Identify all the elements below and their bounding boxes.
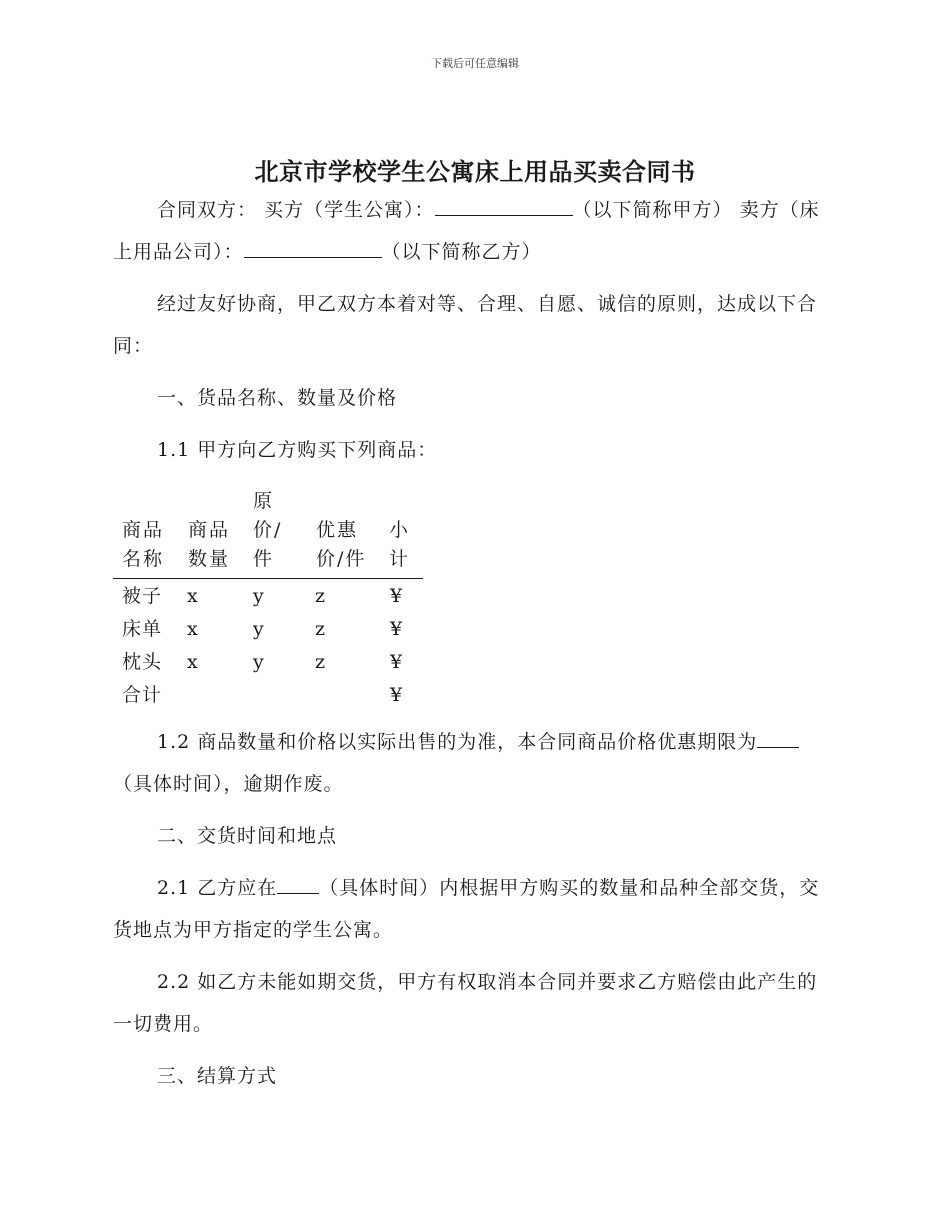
- row-orig: y: [253, 651, 265, 673]
- section-2-heading: 二、交货时间和地点: [157, 825, 338, 847]
- clause-2-1-text: 2.1 乙方应在: [157, 877, 278, 899]
- seller-blank: [244, 237, 382, 258]
- agreement-paragraph: 经过友好协商，甲乙双方本着对等、合理、自愿、诚信的原则，达成以下合同：: [113, 293, 818, 357]
- row-qty: x: [187, 585, 199, 607]
- row-orig: y: [253, 618, 265, 640]
- clause-2-1-suffix: （具体时间）内根据甲方购买的数量和品种全部交货，交货地点为甲方指定的学生公寓。: [113, 877, 820, 941]
- table-row-total: [113, 678, 423, 711]
- row-qty: x: [187, 651, 199, 673]
- header-note: 下载后可任意编辑: [431, 57, 519, 70]
- goods-table: [113, 488, 423, 711]
- clause-1-1: 1.1 甲方向乙方购买下列商品：: [157, 439, 438, 461]
- delivery-time-blank: [277, 873, 319, 894]
- clause-1-2-text: 1.2 商品数量和价格以实际出售的为准，本合同商品价格优惠期限为: [157, 731, 758, 753]
- row-subtotal: ¥: [390, 651, 404, 673]
- buyer-blank: [435, 195, 573, 216]
- header-discount-price: 优惠价/件: [316, 519, 367, 570]
- clause-2-2: 2.2 如乙方未能如期交货，甲方有权取消本合同并要求乙方赔偿由此产生的一切费用。: [113, 971, 818, 1035]
- table-row: [113, 612, 423, 645]
- row-disc: z: [315, 651, 327, 673]
- row-subtotal: ¥: [390, 684, 404, 706]
- row-qty: x: [187, 618, 199, 640]
- document-title: 北京市学校学生公寓床上用品买卖合同书: [254, 158, 696, 186]
- period-blank: [757, 727, 799, 748]
- row-orig: y: [253, 585, 265, 607]
- section-3-heading: 三、结算方式: [157, 1065, 278, 1087]
- row-disc: z: [315, 618, 327, 640]
- clause-1-2: [113, 721, 837, 805]
- header-original-price: 原价/件: [253, 490, 283, 570]
- row-disc: z: [315, 585, 327, 607]
- header-product-name: 商品名称: [122, 519, 165, 570]
- row-name: 合计: [122, 684, 163, 706]
- clause-2-1: [113, 867, 837, 951]
- section-1-heading: 一、货品名称、数量及价格: [157, 387, 398, 409]
- table-row: [113, 579, 423, 612]
- goods-table-header: [113, 488, 423, 579]
- row-subtotal: ¥: [390, 618, 404, 640]
- header-product-qty: 商品数量: [188, 519, 231, 570]
- parties-seller-label: （以下简称甲方） 卖方（床上用品公司）：: [113, 199, 820, 263]
- parties-paragraph: [113, 189, 837, 273]
- clause-1-2-suffix: （具体时间），逾期作废。: [113, 773, 344, 795]
- row-name: 枕头: [122, 651, 163, 673]
- row-subtotal: ¥: [390, 585, 404, 607]
- row-name: 床单: [122, 618, 163, 640]
- parties-seller-suffix: （以下简称乙方）: [381, 241, 542, 263]
- row-name: 被子: [122, 585, 163, 607]
- table-row: [113, 645, 423, 678]
- parties-buyer-label: 合同双方： 买方（学生公寓）：: [157, 199, 435, 221]
- header-subtotal: 小计: [389, 519, 411, 570]
